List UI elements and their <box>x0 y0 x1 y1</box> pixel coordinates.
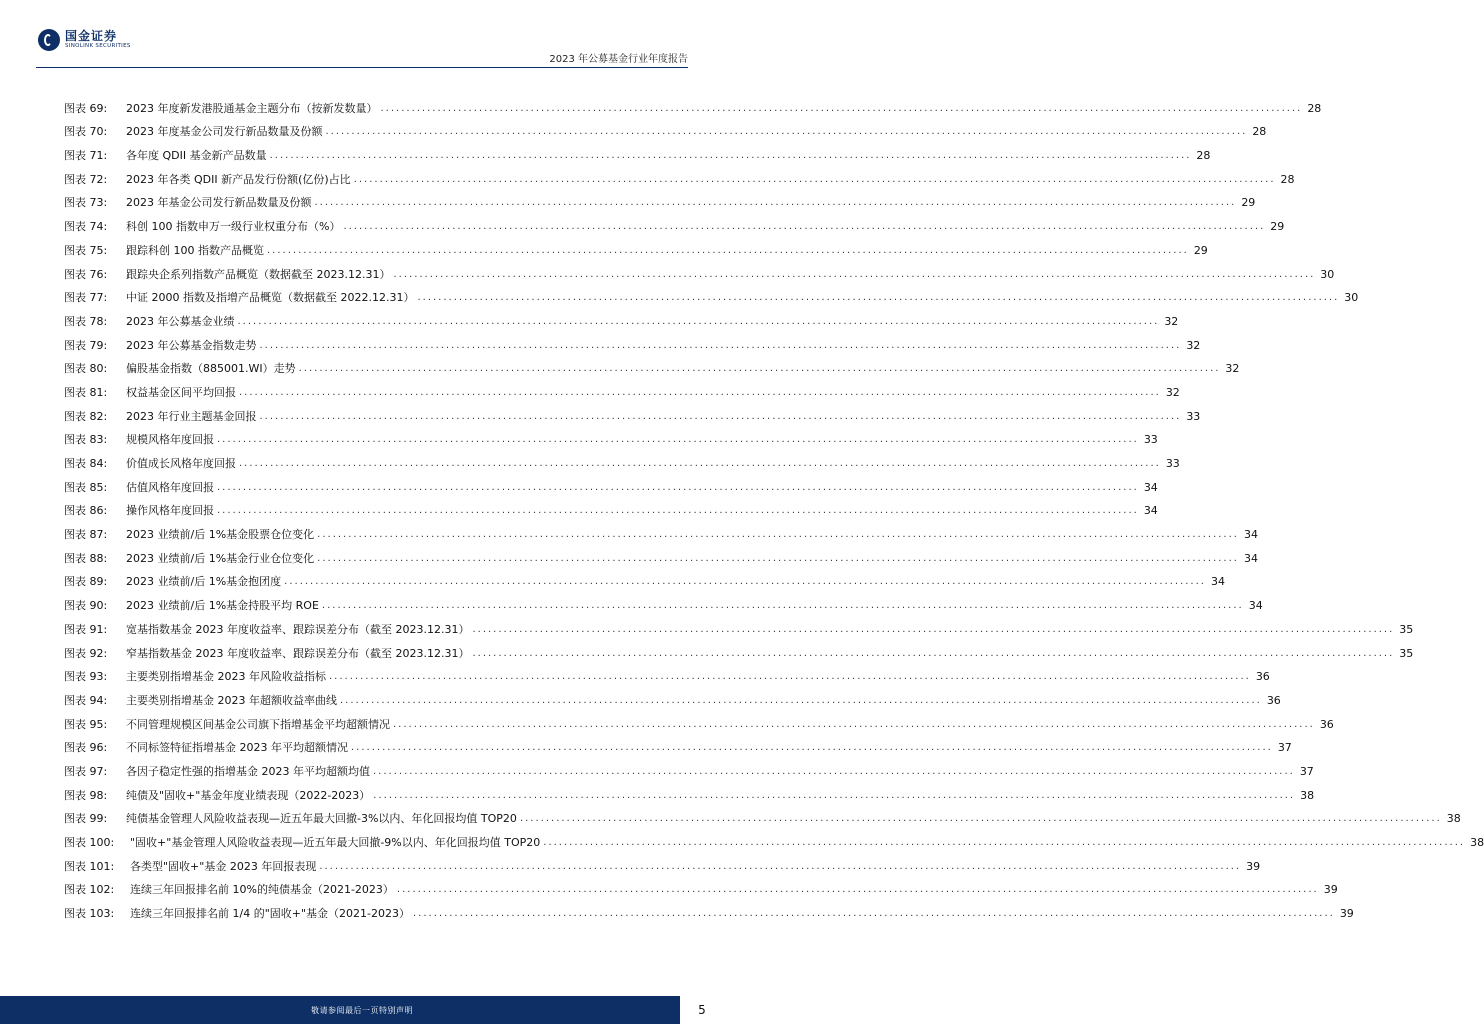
toc-entry[interactable] <box>64 163 1295 187</box>
toc-entry-title: 科创 100 指数申万一级行业权重分布（%） <box>126 220 341 234</box>
toc-entry-page: 39 <box>1323 883 1338 897</box>
toc-entry[interactable] <box>64 897 1354 921</box>
toc-entry[interactable] <box>64 566 1225 590</box>
toc-entry-title: 2023 年行业主题基金回报 <box>126 409 257 423</box>
toc-entry[interactable] <box>64 447 1180 471</box>
toc-entry-page: 30 <box>1320 267 1335 281</box>
toc-entry-page: 38 <box>1446 812 1461 826</box>
toc-leader-dots <box>343 220 1265 234</box>
toc-entry-title: 中证 2000 指数及指增产品概览（数据截至 2022.12.31） <box>126 291 415 305</box>
toc-leader-dots <box>393 718 1315 732</box>
toc-leader-dots <box>413 907 1335 921</box>
toc-entry-page: 30 <box>1344 291 1359 305</box>
toc-entry-page: 32 <box>1164 314 1179 328</box>
toc-entry-label: 图表 101: <box>64 859 115 873</box>
header-divider <box>36 67 688 68</box>
toc-leader-dots <box>329 670 1251 684</box>
toc-entry-title: 窄基指数基金 2023 年度收益率、跟踪误差分布（截至 2023.12.31） <box>126 646 470 660</box>
toc-leader-dots <box>326 125 1248 139</box>
toc-entry[interactable] <box>64 850 1261 874</box>
toc-entry-label: 图表 99: <box>64 812 108 826</box>
toc-entry[interactable] <box>64 116 1267 140</box>
toc-entry-page: 35 <box>1399 646 1414 660</box>
footer-disclaimer: 敬请参阅最后一页特别声明 <box>311 1005 413 1015</box>
toc-entry-title: 规模风格年度回报 <box>126 433 214 447</box>
toc-entry[interactable] <box>64 139 1211 163</box>
toc-entry-title: 2023 年各类 QDII 新产品发行份额(亿份)占比 <box>126 172 351 186</box>
toc-entry-page: 34 <box>1248 599 1263 613</box>
toc-entry-title: 跟踪央企系列指数产品概览（数据截至 2023.12.31） <box>126 267 391 281</box>
toc-entry[interactable] <box>64 589 1263 613</box>
toc-entry-page: 35 <box>1399 622 1414 636</box>
page-footer <box>0 996 724 1024</box>
toc-entry-title: 2023 年公募基金业绩 <box>126 314 235 328</box>
toc-entry-label: 图表 70: <box>64 125 108 139</box>
toc-leader-dots <box>417 291 1339 305</box>
toc-entry-label: 图表 84: <box>64 457 108 470</box>
toc-entry-page: 36 <box>1255 670 1270 684</box>
toc-entry[interactable] <box>64 755 1314 779</box>
report-title: 2023 年公募基金行业年度报告 <box>549 54 688 65</box>
toc-entry-title: 跟踪科创 100 指数产品概览 <box>126 243 264 257</box>
toc-entry-label: 图表 76: <box>64 267 108 281</box>
toc-leader-dots <box>299 362 1221 376</box>
toc-entry[interactable] <box>64 874 1338 898</box>
toc-leader-dots <box>217 504 1139 518</box>
toc-entry-page: 33 <box>1165 457 1180 470</box>
sinolink-logo-icon <box>38 29 60 51</box>
toc-entry-page: 29 <box>1193 243 1208 257</box>
toc-entry-title: 不同管理规模区间基金公司旗下指增基金平均超额情况 <box>126 717 390 731</box>
toc-entry-title: 纯债及"固收+"基金年度业绩表现（2022-2023） <box>126 788 371 802</box>
toc-leader-dots <box>520 812 1442 826</box>
toc-entry-title: 不同标签特征指增基金 2023 年平均超额情况 <box>126 741 348 755</box>
toc-entry-title: 各年度 QDII 基金新产品数量 <box>126 149 267 163</box>
logo-text <box>65 30 131 50</box>
toc-entry-title: 价值成长风格年度回报 <box>126 457 236 470</box>
toc-leader-dots <box>217 433 1139 447</box>
toc-entry-label: 图表 85: <box>64 480 108 494</box>
toc-entry-page: 34 <box>1243 528 1258 542</box>
toc-entry-title: 主要类别指增基金 2023 年超额收益率曲线 <box>126 693 337 707</box>
toc-entry-label: 图表 97: <box>64 764 108 778</box>
toc-entry[interactable] <box>64 282 1359 306</box>
toc-entry-label: 图表 82: <box>64 409 108 423</box>
toc-entry-label: 图表 74: <box>64 220 108 234</box>
toc-entry-page: 29 <box>1241 196 1256 210</box>
toc-entry-title: 2023 业绩前/后 1%基金行业仓位变化 <box>126 551 315 565</box>
toc-leader-dots <box>238 315 1160 329</box>
toc-leader-dots <box>260 410 1182 424</box>
toc-entry-label: 图表 78: <box>64 314 108 328</box>
toc-entry[interactable] <box>64 803 1461 827</box>
toc-entry-label: 图表 75: <box>64 243 108 257</box>
toc-leader-dots <box>267 244 1189 258</box>
toc-entry-label: 图表 94: <box>64 693 108 707</box>
toc-entry-title: 2023 业绩前/后 1%基金股票仓位变化 <box>126 528 315 542</box>
toc-entry-title: 操作风格年度回报 <box>126 504 214 518</box>
toc-leader-dots <box>340 694 1262 708</box>
toc-entry-page: 28 <box>1252 125 1267 139</box>
page-number: 5 <box>680 996 724 1024</box>
toc-entry-label: 图表 77: <box>64 291 108 305</box>
toc-entry-page: 28 <box>1280 172 1295 186</box>
toc-entry-label: 图表 102: <box>64 883 115 897</box>
toc-entry-label: 图表 103: <box>64 907 115 921</box>
logo-en-text: SINOLINK SECURITIES <box>65 43 131 50</box>
toc-entry-page: 32 <box>1165 385 1180 399</box>
toc-entry-title: 纯债基金管理人风险收益表现—近五年最大回撤-3%以内、年化回报均值 TOP20 <box>126 812 517 826</box>
toc-leader-dots <box>319 860 1241 874</box>
toc-entry[interactable] <box>64 210 1285 234</box>
toc-leader-dots <box>381 102 1303 116</box>
toc-entry-page: 39 <box>1339 907 1354 921</box>
toc-leader-dots <box>472 647 1394 661</box>
toc-entry-label: 图表 87: <box>64 528 108 542</box>
toc-leader-dots <box>217 481 1139 495</box>
toc-leader-dots <box>322 599 1244 613</box>
toc-leader-dots <box>260 339 1182 353</box>
toc-entry[interactable] <box>64 661 1270 685</box>
toc-entry[interactable] <box>64 305 1179 329</box>
toc-entry-page: 34 <box>1210 575 1225 589</box>
toc-entry[interactable] <box>64 258 1335 282</box>
toc-entry[interactable] <box>64 187 1256 211</box>
table-of-figures <box>64 92 1484 921</box>
toc-leader-dots <box>284 575 1206 589</box>
toc-entry-page: 38 <box>1470 836 1484 849</box>
toc-entry[interactable] <box>64 400 1201 424</box>
toc-entry[interactable] <box>64 542 1258 566</box>
toc-entry[interactable] <box>64 376 1180 400</box>
toc-entry-page: 33 <box>1143 433 1158 447</box>
toc-entry-title: 估值风格年度回报 <box>126 480 214 494</box>
toc-entry-page: 34 <box>1243 551 1258 565</box>
toc-entry[interactable] <box>64 424 1158 448</box>
toc-entry-label: 图表 73: <box>64 196 108 210</box>
toc-entry-label: 图表 91: <box>64 622 108 636</box>
toc-entry[interactable] <box>64 613 1414 637</box>
toc-leader-dots <box>397 883 1319 897</box>
toc-leader-dots <box>373 765 1295 779</box>
toc-entry-label: 图表 79: <box>64 338 108 352</box>
toc-entry-page: 32 <box>1225 362 1240 376</box>
toc-entry[interactable] <box>64 732 1292 756</box>
toc-entry-title: 连续三年回报排名前 10%的纯债基金（2021-2023） <box>130 883 394 897</box>
toc-entry[interactable] <box>64 708 1334 732</box>
toc-entry-label: 图表 95: <box>64 717 108 731</box>
toc-leader-dots <box>239 386 1161 400</box>
toc-entry-title: 权益基金区间平均回报 <box>126 385 236 399</box>
toc-entry[interactable] <box>64 353 1240 377</box>
toc-entry-page: 34 <box>1143 504 1158 518</box>
toc-entry-label: 图表 98: <box>64 788 108 802</box>
toc-leader-dots <box>315 196 1237 210</box>
toc-entry-label: 图表 88: <box>64 551 108 565</box>
toc-entry[interactable] <box>64 471 1158 495</box>
toc-leader-dots <box>351 741 1273 755</box>
logo-cn-text: 国金证券 <box>65 29 118 44</box>
toc-entry[interactable] <box>64 684 1281 708</box>
toc-entry-label: 图表 80: <box>64 362 108 376</box>
toc-entry-label: 图表 81: <box>64 385 108 399</box>
toc-entry-label: 图表 83: <box>64 433 108 447</box>
toc-entry-label: 图表 100: <box>64 836 115 849</box>
toc-entry-page: 37 <box>1299 764 1314 778</box>
toc-entry-page: 28 <box>1196 149 1211 163</box>
toc-entry-title: 2023 业绩前/后 1%基金持股平均 ROE <box>126 599 319 613</box>
toc-entry-page: 37 <box>1277 741 1292 755</box>
toc-entry-title: 各因子稳定性强的指增基金 2023 年平均超额均值 <box>126 764 370 778</box>
toc-entry-title: 2023 年公募基金指数走势 <box>126 338 257 352</box>
toc-entry-title: 连续三年回报排名前 1/4 的"固收+"基金（2021-2023） <box>130 907 410 921</box>
toc-entry-page: 32 <box>1186 338 1201 352</box>
toc-leader-dots <box>373 789 1295 803</box>
toc-entry-page: 36 <box>1266 693 1281 707</box>
toc-entry-label: 图表 86: <box>64 504 108 518</box>
toc-entry-title: 2023 年基金公司发行新品数量及份额 <box>126 196 312 210</box>
toc-entry-label: 图表 89: <box>64 575 108 589</box>
toc-leader-dots <box>270 149 1192 163</box>
toc-entry[interactable] <box>64 518 1258 542</box>
toc-entry-page: 28 <box>1307 101 1322 115</box>
company-logo <box>38 28 131 52</box>
toc-entry-label: 图表 69: <box>64 101 108 115</box>
toc-entry[interactable] <box>64 826 1484 850</box>
toc-entry-page: 34 <box>1143 480 1158 494</box>
toc-entry-title: "固收+"基金管理人风险收益表现—近五年最大回撤-9%以内、年化回报均值 TOP20 <box>130 836 541 849</box>
toc-entry[interactable] <box>64 779 1315 803</box>
toc-entry[interactable] <box>64 234 1208 258</box>
toc-entry-page: 33 <box>1186 409 1201 423</box>
toc-entry-title: 2023 业绩前/后 1%基金抱团度 <box>126 575 282 589</box>
toc-entry-page: 38 <box>1300 788 1315 802</box>
toc-leader-dots <box>472 623 1394 637</box>
toc-entry-label: 图表 92: <box>64 646 108 660</box>
toc-leader-dots <box>317 552 1239 566</box>
toc-entry[interactable] <box>64 637 1414 661</box>
toc-entry-page: 39 <box>1246 859 1261 873</box>
toc-leader-dots <box>317 528 1239 542</box>
toc-leader-dots <box>239 457 1161 471</box>
toc-entry[interactable] <box>64 329 1201 353</box>
toc-entry-page: 29 <box>1270 220 1285 234</box>
toc-entry-label: 图表 96: <box>64 741 108 755</box>
toc-entry-label: 图表 72: <box>64 172 108 186</box>
toc-entry-page: 36 <box>1319 717 1334 731</box>
toc-leader-dots <box>354 173 1276 187</box>
toc-entry[interactable] <box>64 92 1322 116</box>
toc-entry[interactable] <box>64 495 1158 519</box>
toc-entry-label: 图表 93: <box>64 670 108 684</box>
toc-entry-title: 2023 年度新发港股通基金主题分布（按新发数量） <box>126 101 378 115</box>
toc-entry-title: 主要类别指增基金 2023 年风险收益指标 <box>126 670 326 684</box>
toc-entry-label: 图表 90: <box>64 599 108 613</box>
toc-entry-title: 宽基指数基金 2023 年度收益率、跟踪误差分布（截至 2023.12.31） <box>126 622 470 636</box>
toc-leader-dots <box>543 836 1465 850</box>
toc-entry-title: 偏股基金指数（885001.WI）走势 <box>126 362 296 376</box>
toc-entry-title: 2023 年度基金公司发行新品数量及份额 <box>126 125 323 139</box>
toc-entry-label: 图表 71: <box>64 149 108 163</box>
toc-leader-dots <box>393 268 1315 282</box>
toc-entry-title: 各类型"固收+"基金 2023 年回报表现 <box>130 859 317 873</box>
